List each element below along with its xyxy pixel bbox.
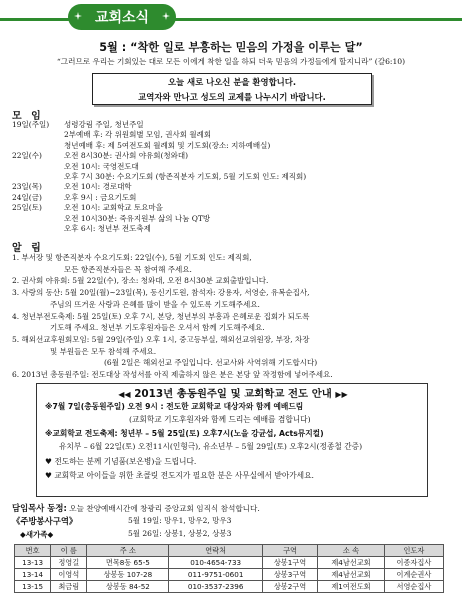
notice-line: 2. 권사회 야유회: 5월 22일(수), 장소: 청와대, 오전 8시30분 교회출발입니다. [12, 276, 269, 286]
table-cell: 이계순권사 [384, 569, 443, 581]
header-bar [0, 2, 462, 30]
table-row [15, 557, 444, 569]
table-cell: 상봉동 84-52 [87, 581, 169, 593]
event-line: ※7월 7일(총동원주일) 오전 9시 : 전도한 교회학교 대상자와 함께 예배드림 [45, 402, 304, 411]
table-header-row [15, 545, 444, 557]
notice-line: 및 부원들은 모두 참석해 주세요. [50, 346, 157, 356]
month-theme-title: 5월 : “착한 일로 부흥하는 믿음의 가정을 이루는 달” [99, 41, 363, 54]
sparkle-icon [74, 12, 82, 20]
notice-line: 4. 청년부전도축제: 5월 25일(토) 오후 7시, 본당, 청년부의 부흥과 은혜로운 집회가 되도록 [12, 311, 310, 321]
table-cell: 상봉3구역 [262, 569, 317, 581]
table-header-cell: 소 속 [318, 545, 385, 557]
table-cell: 제4남선교회 [318, 557, 385, 569]
kitchen-service-line: 5월 19일: 망우1, 망우2, 망우3 [128, 516, 232, 525]
section-tab [68, 4, 176, 30]
table-row [15, 581, 444, 593]
schedule-item: 오전 10시: 경로대학 [64, 182, 132, 192]
notices-heading: 알 림 [12, 243, 44, 254]
notice-line: 5. 해외선교후원회모임: 5월 29일(주일) 오후 1시, 중고등부실, 해외선교위원장, 부장, 차장 [12, 334, 310, 344]
event-title [37, 385, 429, 400]
table-cell: 상봉2구역 [262, 581, 317, 593]
table-header-cell: 이 름 [51, 545, 87, 557]
event-line: 유치부 – 6월 22일(토) 오전11시(인형극), 유소년부 – 5월 29일(토) 오후2시(정종철 간증) [59, 442, 363, 451]
schedule-item: 오전 8시30분: 권사회 야유회(청와대) [64, 151, 189, 161]
table-cell: 13-15 [15, 581, 51, 593]
table-body [15, 557, 444, 593]
table-header-cell: 번호 [15, 545, 51, 557]
table-header-cell: 주 소 [87, 545, 169, 557]
notice-line: 1. 부서장 및 항존직분자 수요기도회: 22일(수), 5월 기도회 인도: 제직회, [12, 253, 252, 262]
event-line: ♥ 교회학교 아이들을 위한 초콜릿 전도지가 필요한 분은 사무실에서 받아가세요. [45, 471, 314, 480]
table-cell: 13-13 [15, 557, 51, 569]
schedule-date: 25일(토) [12, 203, 42, 213]
welcome-line: 교역자와 만나고 성도의 교제를 나누시기 바랍니다. [138, 92, 326, 102]
table-cell: 010-3537-2396 [169, 581, 263, 593]
notice-line: 모든 항존직분자들은 꼭 참여해 주세요. [64, 264, 192, 274]
new-members-table [14, 544, 444, 593]
pastor-news-label: 담임목사 동정: [12, 503, 67, 513]
table-cell: 이종자집사 [384, 557, 443, 569]
bible-verse: “그러므로 우리는 기회있는 대로 모든 이에게 착한 일을 하되 더욱 믿음의 가정들에게 할지니라” (갈6:10) [56, 57, 406, 66]
table-cell: 제4남선교회 [318, 569, 385, 581]
table-cell: 제1여전도회 [318, 581, 385, 593]
event-line: (교회학교 기도후원자와 함께 드리는 예배를 겸합니다) [129, 415, 311, 424]
table-cell: 서영순집사 [384, 581, 443, 593]
schedule-date: 23일(목) [12, 182, 42, 192]
event-title-text: 2013년 총동원주일 및 교회학교 전도 안내 [134, 388, 332, 400]
notice-line: 주님의 뜨거운 사랑과 은혜를 많이 받을 수 있도록 기도해주세요. [50, 299, 260, 309]
schedule-date: 22일(수) [12, 151, 42, 161]
table-cell: 010-4654-733 [169, 557, 263, 569]
schedule-item: 오전 10시: 교회학교 토요마을 [64, 203, 163, 213]
event-line: ♥ 전도하는 분께 기념품(보온병)을 드립니다. [45, 457, 197, 466]
table-cell: 011-9751-0601 [169, 569, 263, 581]
welcome-box [92, 73, 372, 105]
schedule-item: 오후 7시 30분: 수요기도회 (항존직분자 기도회, 5월 기도회 인도: 제직회) [64, 172, 307, 181]
section-tab-label: 교회소식 [94, 10, 150, 26]
notice-line: 6. 2013년 총동원주일: 전도대상 작성서를 아직 제출하지 않은 분은 본당 앞 작정함에 넣어주세요. [12, 370, 333, 379]
table-cell: 상봉1구역 [262, 557, 317, 569]
sparkle-icon [162, 12, 170, 20]
table-header-cell: 구역 [262, 545, 317, 557]
schedule-date: 24일(금) [12, 192, 42, 202]
table-cell: 13-14 [15, 569, 51, 581]
schedule-item: 오후 6시: 청년부 전도축제 [64, 224, 151, 233]
pastor-news-text: 오늘 찬양예배시간에 창광리 증앙교회 임직식 참석합니다. [69, 504, 260, 513]
kitchen-service-heading: 《주방봉사구역》 [12, 516, 78, 526]
welcome-line: 오늘 새로 나오신 분을 환영합니다. [167, 77, 297, 87]
schedule-item: 성령강림 주일, 청년주일 [64, 120, 144, 129]
table-cell: 면목8동 65-5 [87, 557, 169, 569]
schedule-item: 오후 9시 : 금요기도회 [64, 192, 137, 202]
schedule-item: 오전 10시: 국영전도대 [64, 161, 139, 171]
notice-line: 기도해 주세요. 청년부 기도후원자들은 오셔서 함께 기도해주세요. [50, 323, 265, 333]
pastor-news [12, 502, 260, 514]
schedule-heading: 모 임 [12, 111, 44, 122]
table-cell: 정영길 [51, 557, 87, 569]
event-line: ※교회학교 전도축제: 청년부 – 5월 25일(토) 오후7시(노을 강균섭, Acts뮤지컬) [45, 429, 324, 438]
new-members-heading: ◆새가족◆ [20, 530, 54, 539]
schedule-item: 오전 10시30분: 죽유지원부 삶의 나눔 QT방 [64, 213, 211, 223]
table-cell: 최금림 [51, 581, 87, 593]
triangle-right-icon: ▶▶ [335, 390, 348, 399]
table-cell: 이영석 [51, 569, 87, 581]
table-header-cell: 인도자 [384, 545, 443, 557]
schedule-item: 청년예배 후: 제 5여전도회 월례회 및 기도회(장소: 지하예배실) [64, 140, 271, 150]
table-header-cell: 연락처 [169, 545, 263, 557]
kitchen-service-line: 5월 26일: 상봉1, 상봉2, 상봉3 [128, 529, 232, 538]
schedule-item: 2부예배 후: 각 위원회별 모임, 권사회 월례회 [64, 130, 212, 140]
triangle-left-icon: ◀◀ [118, 390, 131, 399]
table-row [15, 569, 444, 581]
schedule-date: 19일(주일) [12, 120, 50, 129]
event-box [36, 383, 428, 497]
notice-line: (6월 2일은 해외선교 주일입니다. 선교사와 사역위해 기도합시다) [104, 358, 318, 368]
table-cell: 상봉동 107-28 [87, 569, 169, 581]
notice-line: 3. 사랑의 동산: 5월 20일(월)~23일(목), 동신기도원, 참석자: 강용자, 서영순, 유복순집사, [12, 288, 310, 298]
